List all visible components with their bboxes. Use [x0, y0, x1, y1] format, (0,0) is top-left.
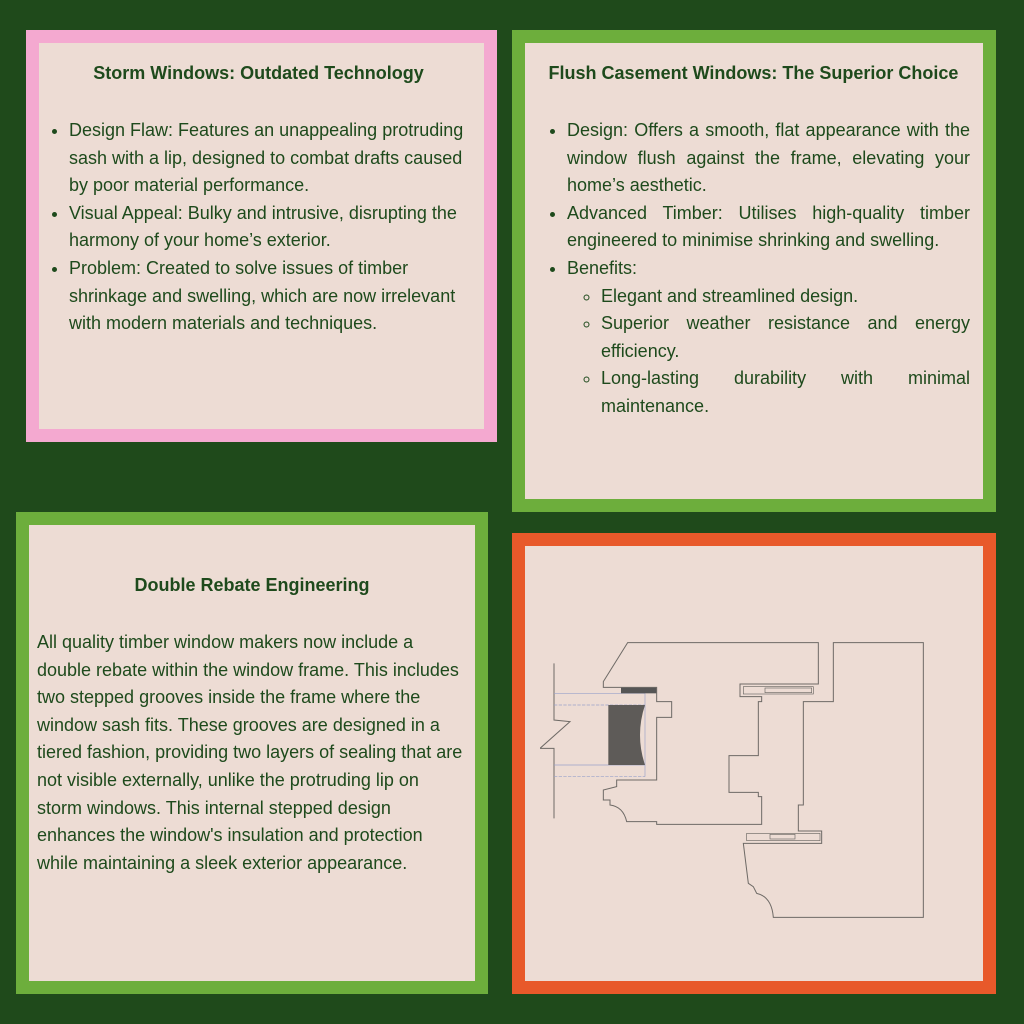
seal-strip	[621, 687, 657, 693]
list-item: ◦ Long-lasting durability with minimal maintenance.	[601, 365, 970, 420]
double-rebate-card	[16, 512, 488, 994]
flush-casement-title: Flush Casement Windows: The Superior Choice	[548, 63, 959, 83]
gasket-details	[743, 687, 820, 841]
list-item: • Design: Offers a smooth, flat appearance with the window flush against the frame, elevating your home’s aesthetic.	[567, 117, 970, 200]
storm-windows-title: Storm Windows: Outdated Technology	[93, 63, 424, 83]
benefits-label: Benefits:	[567, 257, 638, 278]
list-item	[567, 255, 970, 421]
flush-casement-list	[537, 117, 970, 421]
list-item: • Visual Appeal: Bulky and intrusive, disrupting the harmony of your home’s exterior.	[69, 200, 478, 255]
list-item: • Advanced Timber: Utilises high-quality timber engineered to minimise shrinking and swelling.	[567, 200, 970, 255]
list-item: ◦ Superior weather resistance and energy efficiency.	[601, 310, 970, 365]
benefits-list	[567, 283, 970, 421]
storm-windows-list	[39, 117, 478, 338]
wall-line	[540, 663, 570, 818]
list-item: • Design Flaw: Features an unappealing protruding sash with a lip, designed to combat drafts caused by poor material performance.	[69, 117, 478, 200]
double-rebate-body: All quality timber window makers now include a double rebate within the window frame. This includes two stepped grooves inside the frame where the window sash fits. These grooves are designed in a tiered fashion, providing two layers of sealing that are not visible externally, unlike the protruding lip on storm windows. This internal stepped design enhances the window's insulation and protection while maintaining a sleek exterior appearance.	[37, 632, 463, 873]
glazing-block	[608, 705, 645, 765]
window-section-diagram	[540, 630, 940, 930]
flush-casement-card	[512, 30, 996, 512]
double-rebate-title: Double Rebate Engineering	[134, 575, 370, 595]
window-section-diagram-card	[512, 533, 996, 994]
storm-windows-card	[26, 30, 497, 442]
list-item: • Problem: Created to solve issues of timber shrinkage and swelling, which are now irrelevant with modern materials and techniques.	[69, 255, 478, 338]
list-item: ◦ Elegant and streamlined design.	[601, 283, 970, 311]
